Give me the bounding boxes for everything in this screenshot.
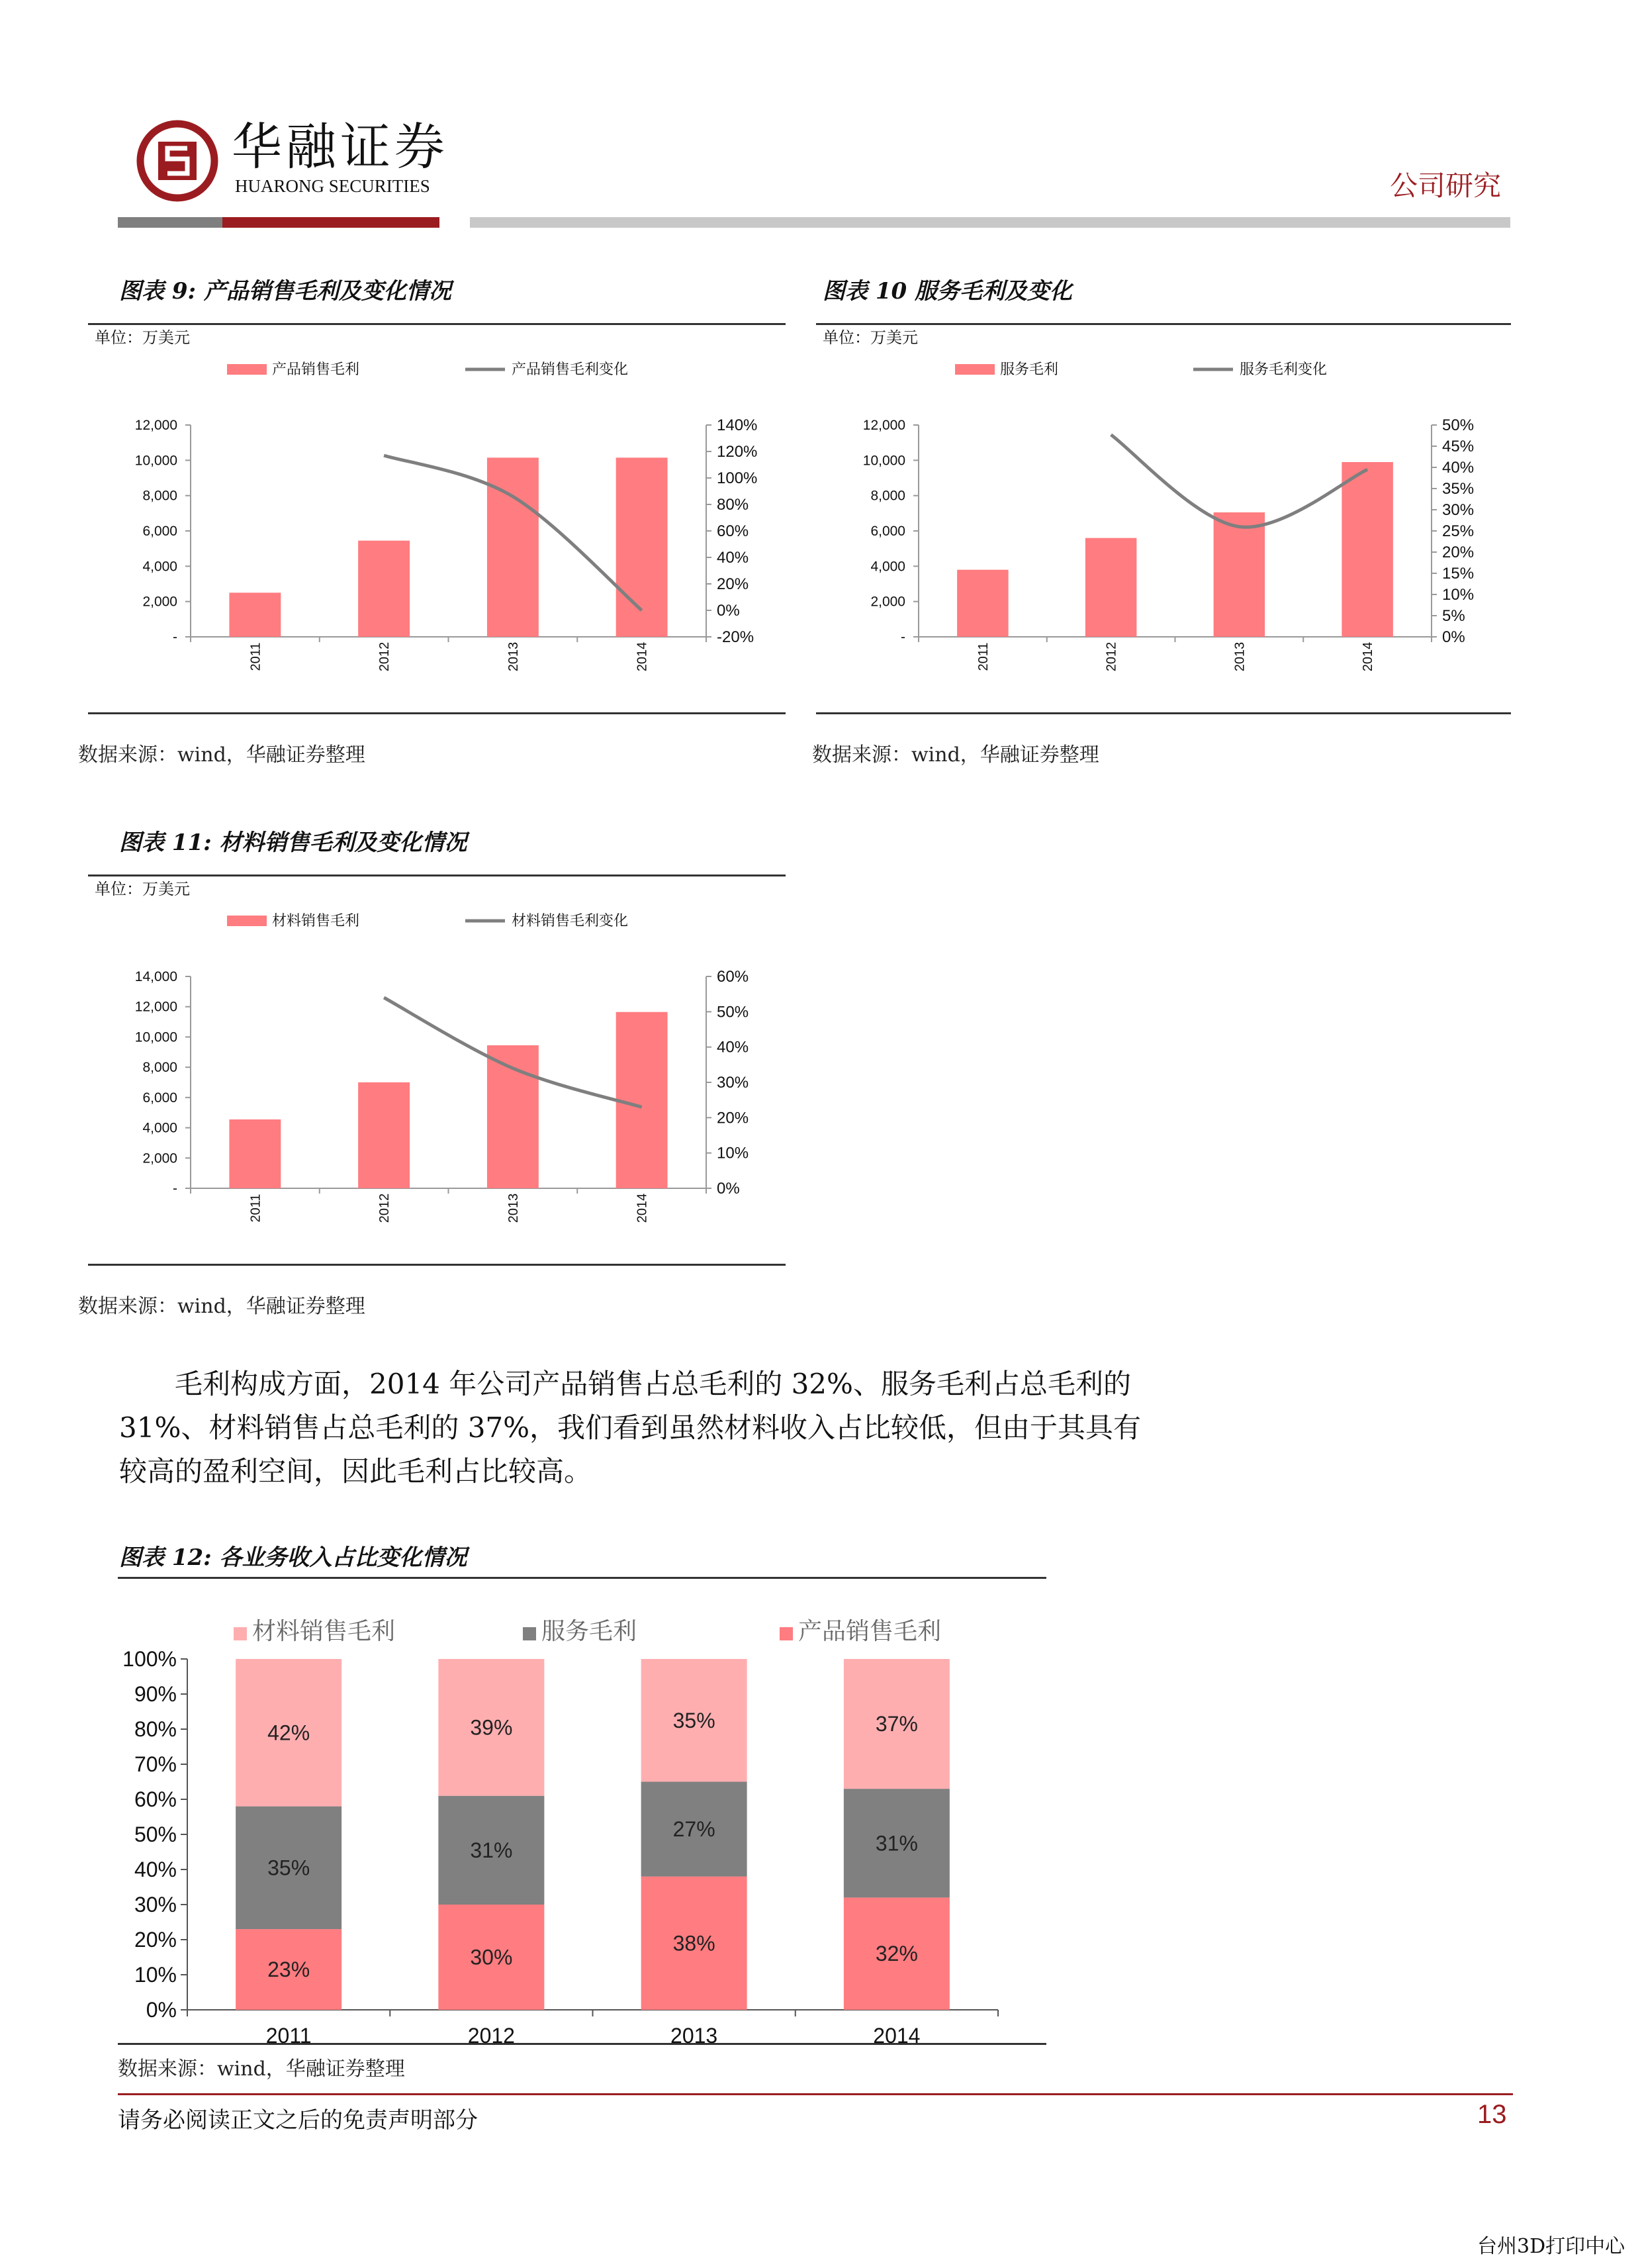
x-tick-label: 2014 (635, 641, 650, 672)
unit-label: 单位：万美元 (95, 329, 190, 347)
figure-10-bottom-rule (816, 712, 1511, 714)
legend-bar-swatch (227, 364, 267, 375)
legend-label: 服务毛利 (541, 1617, 637, 1644)
x-tick-label: 2012 (1104, 641, 1119, 672)
y-left-tick-label: 10,000 (134, 1029, 177, 1045)
y-left-tick-label: 4,000 (142, 1120, 177, 1136)
y-left-tick-label: 4,000 (870, 559, 905, 575)
y-tick-label: 10% (134, 1963, 177, 1987)
figure-9-source: 数据来源：wind，华融证券整理 (78, 743, 365, 767)
y-left-tick-label: 8,000 (142, 1060, 177, 1076)
y-left-tick-label: 4,000 (142, 559, 177, 575)
y-left-tick-label: - (173, 630, 177, 645)
y-right-tick-label: 0% (717, 602, 740, 620)
legend-swatch (523, 1627, 536, 1640)
y-right-tick-label: 60% (717, 522, 749, 540)
figure-11-caption: 图表 11: 材料销售毛利及变化情况 (119, 829, 467, 856)
y-tick-label: 90% (134, 1682, 177, 1706)
data-label: 39% (470, 1715, 513, 1740)
y-left-tick-label: 8,000 (870, 488, 905, 504)
bar (229, 1119, 281, 1188)
bar (1214, 512, 1265, 637)
y-tick-label: 100% (122, 1647, 177, 1671)
legend-swatch (234, 1627, 247, 1640)
y-left-tick-label: 12,000 (134, 999, 177, 1015)
bar (1342, 462, 1393, 637)
y-right-tick-label: 20% (717, 575, 749, 593)
y-right-tick-label: 20% (1442, 543, 1475, 561)
header-bar-light (470, 217, 1510, 228)
data-label: 31% (875, 1831, 918, 1856)
legend-swatch (780, 1627, 793, 1640)
unit-label: 单位：万美元 (95, 880, 190, 898)
y-right-tick-label: 20% (717, 1109, 749, 1127)
y-right-tick-label: 40% (1442, 459, 1475, 477)
x-tick-label: 2011 (265, 2024, 312, 2043)
y-tick-label: 50% (134, 1822, 177, 1846)
y-right-tick-label: 50% (1442, 416, 1475, 434)
data-label: 35% (267, 1856, 310, 1880)
x-tick-label: 2011 (248, 642, 263, 671)
figure-10-source: 数据来源：wind，华融证券整理 (812, 743, 1099, 767)
x-tick-label: 2014 (1361, 641, 1376, 672)
x-tick-label: 2013 (1232, 641, 1248, 672)
unit-label: 单位：万美元 (823, 329, 918, 347)
y-left-tick-label: 12,000 (862, 418, 905, 433)
page-header (0, 0, 1642, 238)
data-label: 37% (875, 1712, 918, 1736)
body-paragraph: 毛利构成方面，2014 年公司产品销售占总毛利的 32%、服务毛利占总毛利的 31%、材料销售占总毛利的 37%，我们看到虽然材料收入占比较低，但由于其具有较高的盈利空间，因此毛利占比较高。 (119, 1368, 1142, 1488)
y-right-tick-label: -20% (717, 628, 754, 646)
figure-9-caption: 图表 9: 产品销售毛利及变化情况 (119, 278, 451, 305)
section-label: 公司研究 (1390, 169, 1502, 202)
figure-12-caption: 图表 12: 各业务收入占比变化情况 (119, 1544, 467, 1571)
y-left-tick-label: 8,000 (142, 488, 177, 504)
data-label: 42% (267, 1721, 310, 1745)
bar (358, 541, 410, 637)
x-tick-label: 2012 (467, 2024, 515, 2043)
y-right-tick-label: 0% (717, 1180, 740, 1198)
figure-12-top-rule (118, 1577, 1046, 1579)
y-right-tick-label: 40% (717, 1038, 749, 1057)
page-number: 13 (1477, 2100, 1507, 2129)
y-right-tick-label: 100% (717, 469, 758, 487)
y-right-tick-label: 15% (1442, 565, 1475, 583)
y-right-tick-label: 60% (717, 968, 749, 986)
y-right-tick-label: 30% (717, 1074, 749, 1092)
footer-rule (118, 2093, 1513, 2095)
y-tick-label: 0% (146, 1998, 177, 2022)
header-bar-gray (118, 217, 222, 228)
y-right-tick-label: 30% (1442, 501, 1475, 519)
legend-line-label: 材料销售毛利变化 (512, 912, 629, 929)
x-tick-label: 2011 (976, 642, 991, 671)
legend-label: 产品销售毛利 (798, 1617, 942, 1644)
y-right-tick-label: 0% (1442, 628, 1465, 646)
y-right-tick-label: 120% (717, 443, 758, 461)
legend-label: 材料销售毛利 (252, 1617, 396, 1644)
watermark-text: 台州3D打印中心 (1477, 2235, 1625, 2258)
y-right-tick-label: 10% (717, 1144, 749, 1162)
x-tick-label: 2013 (506, 1193, 521, 1223)
legend-bar-swatch (227, 916, 267, 926)
legend-bar-label: 材料销售毛利 (272, 912, 360, 929)
y-right-tick-label: 140% (717, 416, 758, 434)
data-label: 31% (470, 1838, 513, 1862)
legend-line-label: 产品销售毛利变化 (512, 361, 629, 377)
y-left-tick-label: 12,000 (134, 418, 177, 433)
x-tick-label: 2013 (670, 2024, 718, 2043)
figure-12-source: 数据来源：wind，华融证券整理 (118, 2057, 405, 2081)
figure-12-chart (118, 1580, 1046, 2043)
bar (487, 457, 539, 637)
y-left-tick-label: 2,000 (142, 1151, 177, 1166)
y-right-tick-label: 35% (1442, 480, 1475, 498)
figure-9-chart (88, 326, 786, 712)
y-tick-label: 30% (134, 1893, 177, 1916)
x-tick-label: 2013 (506, 641, 521, 672)
x-tick-label: 2014 (873, 2024, 921, 2043)
bar (229, 592, 281, 637)
y-left-tick-label: - (901, 630, 905, 645)
y-right-tick-label: 80% (717, 496, 749, 514)
figure-10-top-rule (816, 323, 1511, 325)
bar (957, 570, 1009, 637)
legend-line-label: 服务毛利变化 (1240, 361, 1328, 377)
bar (1085, 538, 1137, 637)
x-tick-label: 2012 (377, 641, 392, 672)
y-right-tick-label: 40% (717, 549, 749, 567)
company-logo (136, 119, 219, 203)
company-name-en: HUARONG SECURITIES (235, 176, 430, 196)
bar (616, 1012, 668, 1188)
data-label: 23% (267, 1958, 310, 1982)
y-right-tick-label: 5% (1442, 607, 1465, 625)
y-tick-label: 80% (134, 1717, 177, 1741)
y-left-tick-label: 6,000 (142, 1090, 177, 1106)
y-tick-label: 70% (134, 1752, 177, 1776)
figure-12-bottom-rule (118, 2043, 1046, 2045)
figure-10-caption: 图表 10 服务毛利及变化 (823, 278, 1072, 305)
y-right-tick-label: 10% (1442, 586, 1475, 604)
figure-11-source: 数据来源：wind，华融证券整理 (78, 1295, 365, 1318)
data-label: 32% (875, 1942, 918, 1966)
x-tick-label: 2011 (248, 1194, 263, 1223)
y-tick-label: 40% (134, 1858, 177, 1881)
x-tick-label: 2012 (377, 1193, 392, 1223)
legend-bar-label: 服务毛利 (1000, 361, 1059, 377)
figure-9-top-rule (88, 323, 786, 325)
x-tick-label: 2014 (635, 1193, 650, 1223)
data-label: 38% (672, 1931, 715, 1956)
figure-11-bottom-rule (88, 1264, 786, 1266)
bar (358, 1082, 410, 1188)
y-left-tick-label: 6,000 (142, 524, 177, 539)
y-left-tick-label: 14,000 (134, 969, 177, 984)
y-right-tick-label: 25% (1442, 522, 1475, 540)
y-left-tick-label: 6,000 (870, 524, 905, 539)
y-left-tick-label: 2,000 (142, 594, 177, 610)
data-label: 35% (672, 1708, 715, 1732)
y-left-tick-label: 2,000 (870, 594, 905, 610)
figure-11-chart (88, 877, 786, 1264)
y-tick-label: 60% (134, 1787, 177, 1811)
y-left-tick-label: 10,000 (862, 453, 905, 469)
figure-9-bottom-rule (88, 712, 786, 714)
y-left-tick-label: 10,000 (134, 453, 177, 469)
header-bar-red (222, 217, 439, 228)
data-label: 27% (672, 1817, 715, 1842)
company-name-cn: 华融证券 (232, 117, 449, 176)
data-label: 30% (470, 1945, 513, 1969)
y-tick-label: 20% (134, 1928, 177, 1952)
legend-bar-swatch (955, 364, 995, 375)
y-right-tick-label: 50% (717, 1003, 749, 1021)
figure-11-top-rule (88, 874, 786, 876)
footer-disclaimer: 请务必阅读正文之后的免责声明部分 (118, 2107, 478, 2134)
y-right-tick-label: 45% (1442, 438, 1475, 455)
legend-bar-label: 产品销售毛利 (272, 361, 360, 377)
y-left-tick-label: - (173, 1181, 177, 1196)
figure-10-chart (816, 326, 1511, 712)
